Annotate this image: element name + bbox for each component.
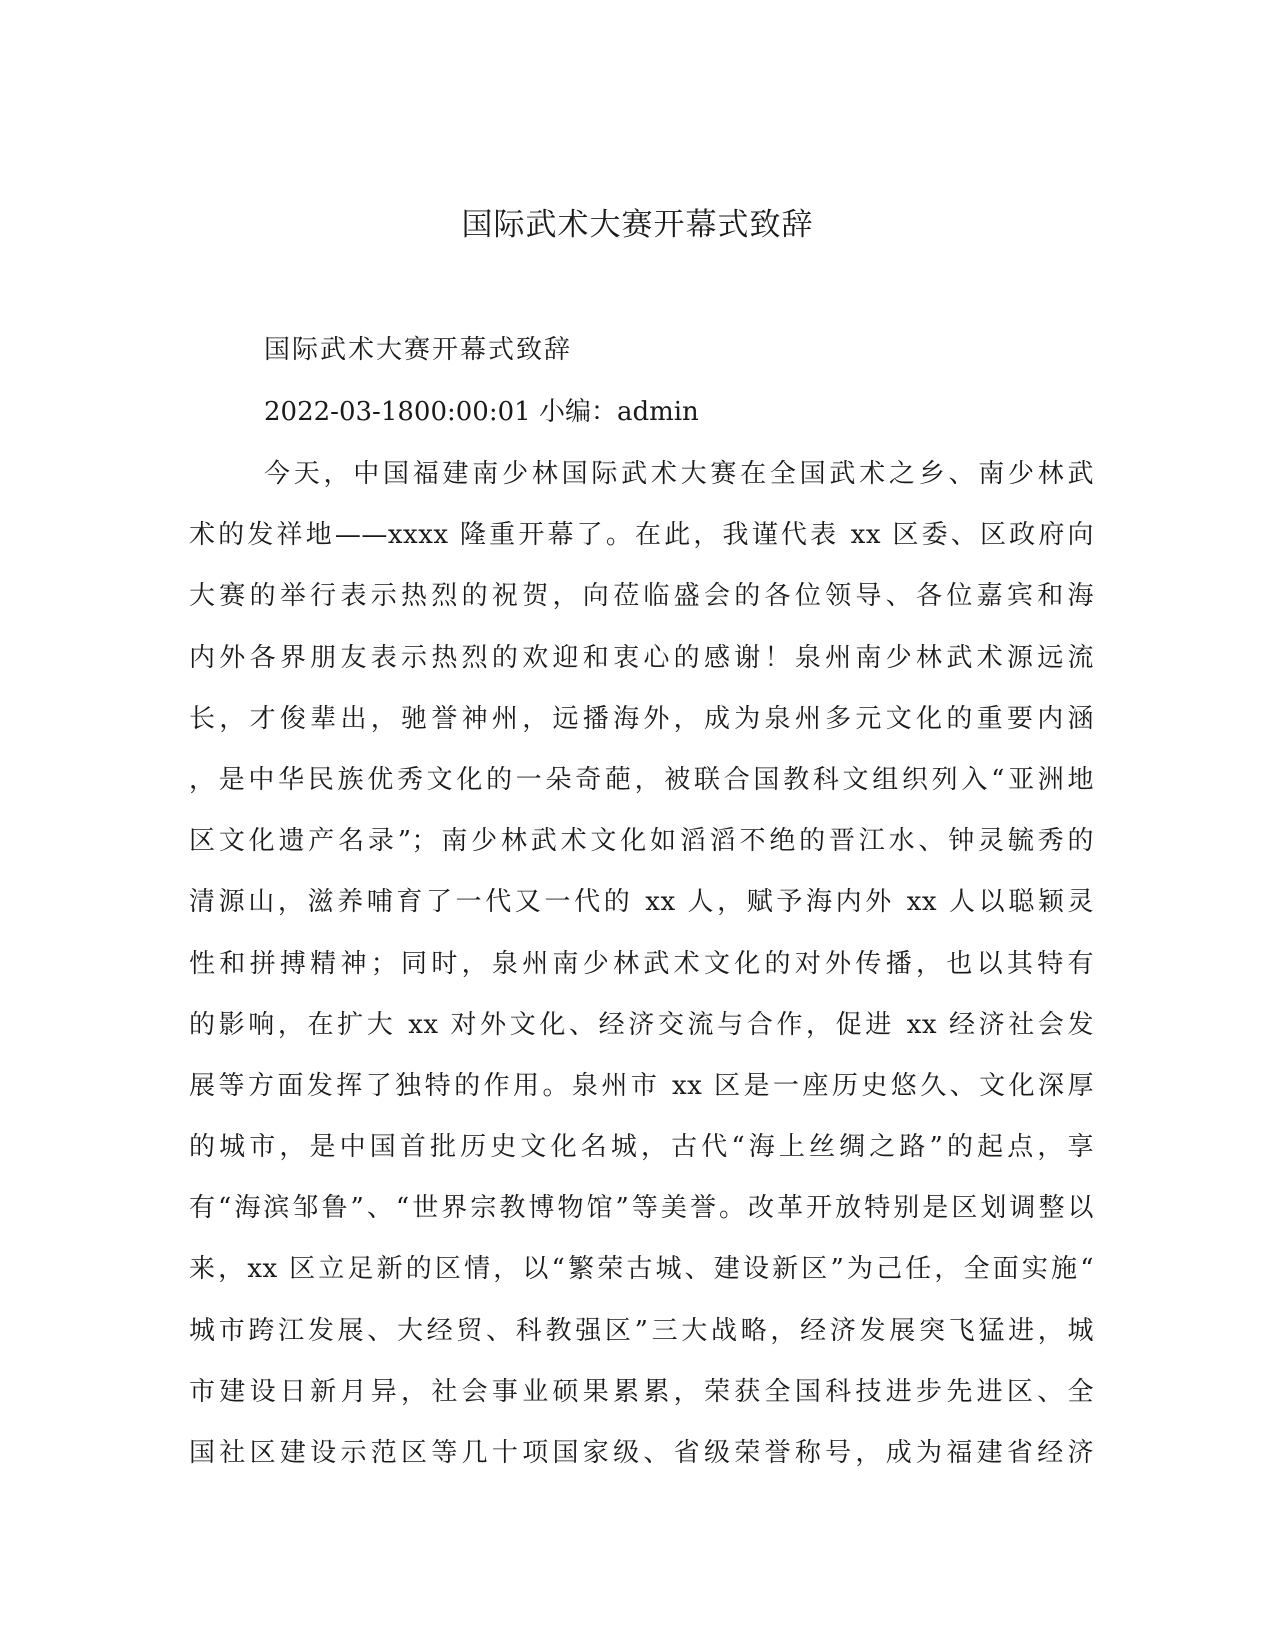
- body-line: 来，xx 区立足新的区情，以“繁荣古城、建设新区”为己任，全面实施“: [189, 1254, 1094, 1285]
- body-line: 大赛的举行表示热烈的祝贺，向莅临盛会的各位领导、各位嘉宾和海: [189, 581, 1094, 612]
- document-title: 国际武术大赛开幕式致辞: [461, 207, 814, 243]
- document-subtitle: 国际武术大赛开幕式致辞: [264, 335, 573, 365]
- body-line: 长，才俊辈出，驰誉神州，远播海外，成为泉州多元文化的重要内涵: [189, 703, 1094, 734]
- body-line: 的城市，是中国首批历史文化名城，古代“海上丝绸之路”的起点，享: [189, 1132, 1094, 1163]
- body-line: 术的发祥地——xxxx 隆重开幕了。在此，我谨代表 xx 区委、区政府向: [189, 520, 1094, 551]
- body-line: 性和拼搏精神；同时，泉州南少林武术文化的对外传播，也以其特有: [189, 948, 1094, 979]
- body-line: 国社区建设示范区等几十项国家级、省级荣誉称号，成为福建省经济: [189, 1438, 1094, 1468]
- body-line: 市建设日新月异，社会事业硕果累累，荣获全国科技进步先进区、全: [189, 1376, 1094, 1407]
- body-line: 今天，中国福建南少林国际武术大赛在全国武术之乡、南少林武: [264, 459, 1094, 489]
- body-line: 内外各界朋友表示热烈的欢迎和衷心的感谢！泉州南少林武术源远流: [189, 642, 1094, 673]
- body-line: 区文化遗产名录”；南少林武术文化如滔滔不绝的晋江水、钟灵毓秀的: [189, 826, 1094, 857]
- body-line: 的影响，在扩大 xx 对外文化、经济交流与合作，促进 xx 经济社会发: [189, 1009, 1094, 1040]
- body-line: 清源山，滋养哺育了一代又一代的 xx 人，赋予海内外 xx 人以聪颖灵: [189, 887, 1094, 918]
- body-paragraph: [189, 456, 1094, 1496]
- body-line: 有“海滨邹鲁”、“世界宗教博物馆”等美誉。改革开放特别是区划调整以: [189, 1193, 1094, 1224]
- body-line: ，是中华民族优秀文化的一朵奇葩，被联合国教科文组织列入“亚洲地: [189, 764, 1094, 795]
- body-line: 展等方面发挥了独特的作用。泉州市 xx 区是一座历史悠久、文化深厚: [189, 1070, 1094, 1101]
- body-line: 城市跨江发展、大经贸、科教强区”三大战略，经济发展突飞猛进，城: [189, 1315, 1094, 1346]
- document-meta: 2022-03-1800:00:01 小编：admin: [264, 397, 699, 427]
